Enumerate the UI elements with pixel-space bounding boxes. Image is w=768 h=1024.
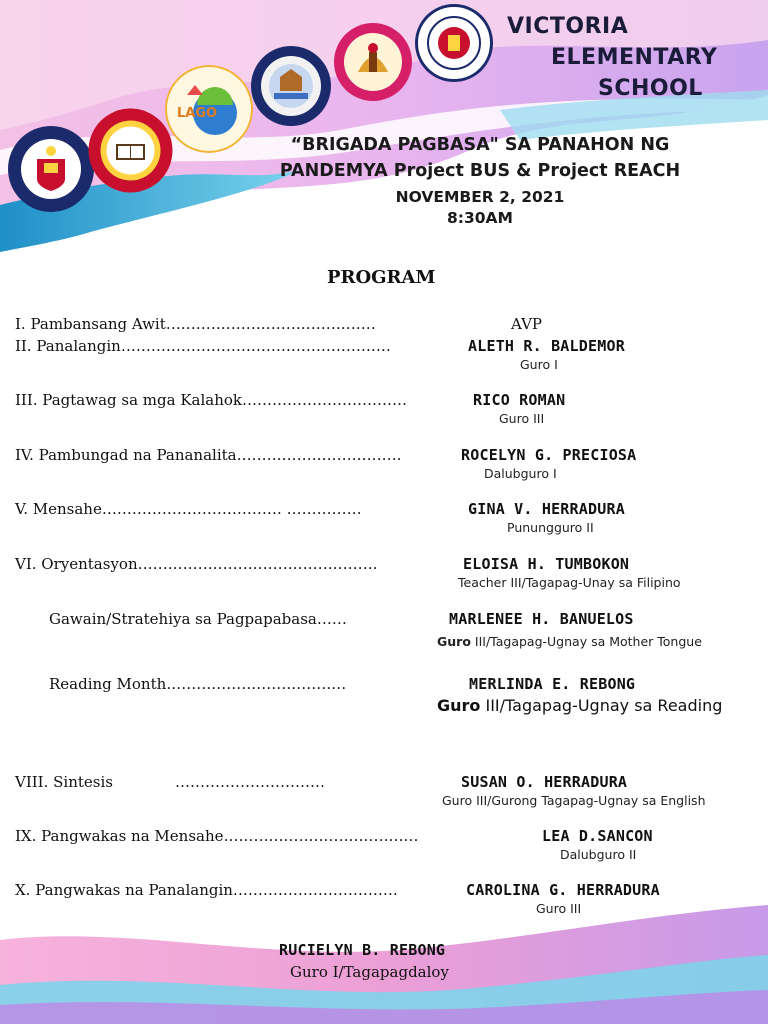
school-seal-icon [415,4,493,82]
event-date: NOVEMBER 2, 2021 [395,188,565,206]
svg-text:LAGO: LAGO [177,106,218,121]
program-item-name: MERLINDA E. REBONG [469,675,636,693]
program-item-role: Teacher III/Tagapag-Unay sa Filipino [458,575,681,590]
program-item-name: MARLENEE H. BANUELOS [449,610,634,628]
program-item-label: Reading Month……………………………… [49,675,347,693]
program-item-role [437,634,702,649]
program-item-name: SUSAN O. HERRADURA [461,773,628,791]
program-item-role-text: III/Tagapag-Ugnay sa Reading [480,696,723,715]
program-item-label: IX. Pangwakas na Mensahe………………………………… [15,827,419,845]
program-heading: PROGRAM [327,267,436,288]
event-title-line1: “BRIGADA PAGBASA" SA PANAHON NG [290,135,670,155]
host-role: Guro I/Tagapagdaloy [290,963,449,981]
program-item-role: Guro III [536,901,582,916]
program-item-name: GINA V. HERRADURA [468,500,625,518]
school-name-line1: VICTORIA [507,14,629,39]
school-name-line2: ELEMENTARY [551,45,718,70]
division-laguna-seal-icon [250,45,332,127]
program-item-label: III. Pagtawag sa mga Kalahok…………………………… [15,391,408,409]
program-item-label: IV. Pambungad na Pananalita…………………………… [15,446,402,464]
program-item-role-prefix: Guro [437,634,471,649]
program-item-role [437,696,722,715]
program-item-label: X. Pangwakas na Panalangin…………………………… [15,881,398,899]
program-item-name: RICO ROMAN [473,391,566,409]
program-item-role: Guro III [499,411,545,426]
program-item-role: Guro III/Gurong Tagapag-Ugnay sa English [442,793,706,808]
program-item-label: VIII. Sintesis [15,773,113,791]
program-item-label: Gawain/Stratehiya sa Pagpapabasa…… [49,610,347,628]
program-item-role: Punungguro II [507,520,594,535]
program-item-label: VI. Oryentasyon………………………………………… [15,555,378,573]
program-item-name: CAROLINA G. HERRADURA [466,881,660,899]
program-item-label: V. Mensahe……………………………… …………… [15,500,362,518]
event-title-line2: PANDEMYA Project BUS & Project REACH [279,161,681,181]
program-item-name: ROCELYN G. PRECIOSA [461,446,637,464]
deped-seal-icon [7,125,95,213]
program-item-role-text: III/Tagapag-Ugnay sa Mother Tongue [470,634,702,649]
program-item-role: Dalubguro II [560,847,637,862]
program-item-role: Dalubguro I [484,466,557,481]
program-item-role-prefix: Guro [437,696,481,715]
victoria-district-seal-icon [333,22,413,102]
school-name-line3: SCHOOL [598,76,703,101]
program-item-name: AVP [511,315,543,333]
program-item-name: ELOISA H. TUMBOKON [463,555,630,573]
event-time: 8:30AM [447,209,513,227]
host-name: RUCIELYN B. REBONG [279,941,446,959]
program-item-label: II. Panalangin……………………………………………… [15,337,391,355]
program-item-name: ALETH R. BALDEMOR [468,337,625,355]
program-item-label: I. Pambansang Awit…………………………………… [15,315,376,333]
program-item-dots: ………………………… [175,773,325,791]
program-item-name: LEA D.SANCON [542,827,653,845]
program-item-role: Guro I [520,357,558,372]
